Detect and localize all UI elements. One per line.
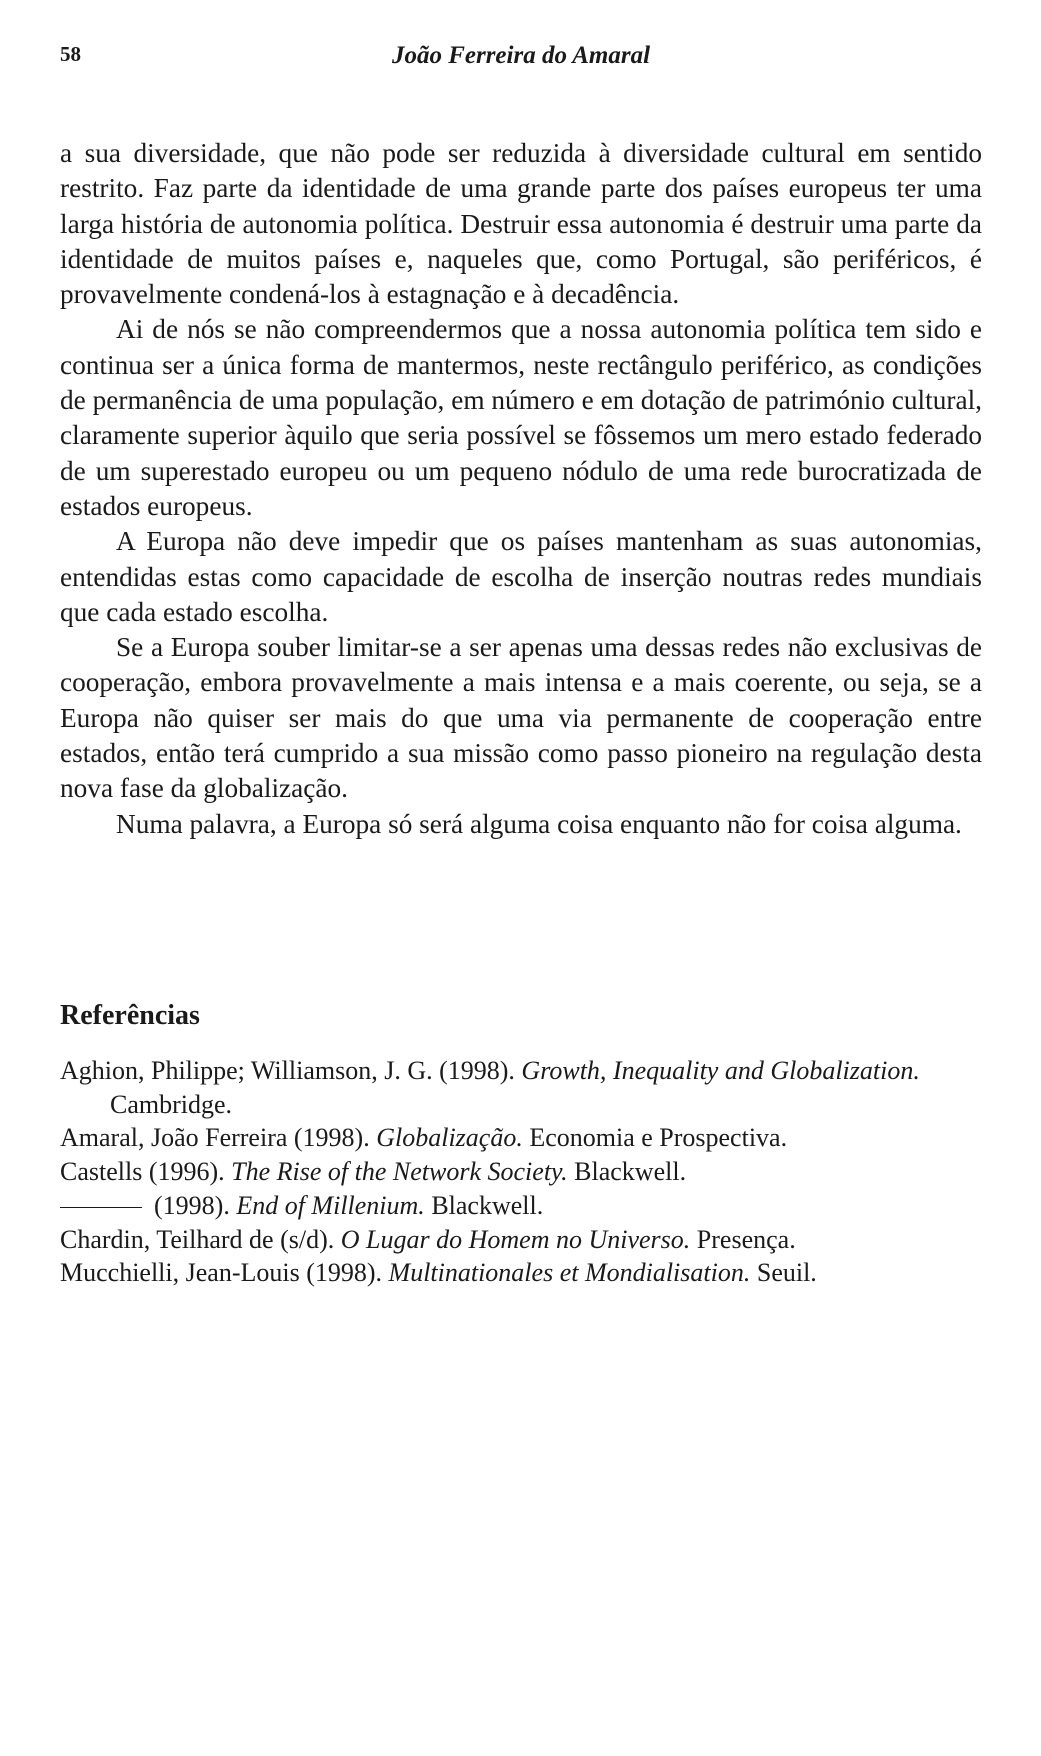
- reference-title: Multinationales et Mondialisation.: [388, 1258, 751, 1288]
- reference-publisher: Seuil.: [750, 1258, 817, 1288]
- reference-author: Chardin, Teilhard de (s/d).: [60, 1224, 341, 1254]
- references-heading: Referências: [60, 1000, 200, 1031]
- reference-author: (1998).: [154, 1190, 237, 1220]
- reference-item: [60, 1223, 1000, 1257]
- reference-publisher: Blackwell.: [424, 1190, 544, 1220]
- reference-title: The Rise of the Network Society.: [231, 1157, 568, 1187]
- paragraph: a sua diversidade, que não pode ser reduzida à diversidade cultural em sentido restrito. Faz parte da identidade de uma grande parte dos países europeus ter uma larga história de autonomia política. Destruir essa autonomia é destruir uma parte da identidade de muitos países e, naqueles que, como Portugal, são periféricos, é provavelmente condená-los à estagnação e à decadência.: [60, 138, 982, 310]
- paragraph: A Europa não deve impedir que os países mantenham as suas autonomias, entendidas estas como capacidade de escolha de inserção noutras redes mundiais que cada estado escolha.: [60, 526, 982, 627]
- reference-item: [60, 1054, 1000, 1121]
- reference-publisher: Presença.: [690, 1224, 796, 1254]
- running-title: João Ferreira do Amaral: [391, 42, 651, 69]
- reference-item: [60, 1256, 1000, 1290]
- same-author-dash: [60, 1207, 142, 1208]
- paragraph: Se a Europa souber limitar-se a ser apenas uma dessas redes não exclusivas de cooperação, embora provavelmente a mais intensa e a mais coerente, ou seja, se a Europa não quiser ser mais do que uma via permanente de cooperação entre estados, então terá cumprido a sua missão como passo pioneiro na regulação desta nova fase da globalização.: [60, 632, 982, 804]
- reference-author: Mucchielli, Jean-Louis (1998).: [60, 1258, 389, 1288]
- reference-list: [60, 1054, 1000, 1290]
- reference-author: Aghion, Philippe; Williamson, J. G. (1998).: [60, 1056, 522, 1085]
- reference-author: Amaral, João Ferreira (1998).: [60, 1123, 377, 1153]
- reference-publisher: Economia e Prospectiva.: [522, 1123, 788, 1153]
- reference-author: Castells (1996).: [60, 1157, 232, 1187]
- body-text: [60, 136, 982, 842]
- paragraph: Ai de nós se não compreendermos que a nossa autonomia política tem sido e continua ser a única forma de mantermos, neste rectângulo periférico, as condições de permanência de uma população, em número e em dotação de património cultural, claramente superior àquilo que seria possível se fôssemos um mero estado federado de um superestado europeu ou um pequeno nódulo de uma rede burocratizada de estados europeus.: [60, 314, 982, 521]
- running-head: [60, 42, 982, 82]
- page-number: 58: [60, 42, 81, 66]
- paragraph: Numa palavra, a Europa só será alguma coisa enquanto não for coisa alguma.: [116, 808, 962, 839]
- reference-title: O Lugar do Homem no Universo.: [340, 1224, 691, 1254]
- reference-item: [60, 1121, 1000, 1155]
- reference-title: Globalização.: [376, 1123, 523, 1153]
- reference-item: [60, 1189, 1000, 1223]
- reference-item: [60, 1155, 1000, 1189]
- reference-publisher: Blackwell.: [567, 1157, 687, 1187]
- reference-publisher: Cambridge.: [110, 1089, 233, 1119]
- reference-title: End of Millenium.: [236, 1190, 425, 1220]
- reference-title: Growth, Inequality and Globalization.: [521, 1056, 920, 1085]
